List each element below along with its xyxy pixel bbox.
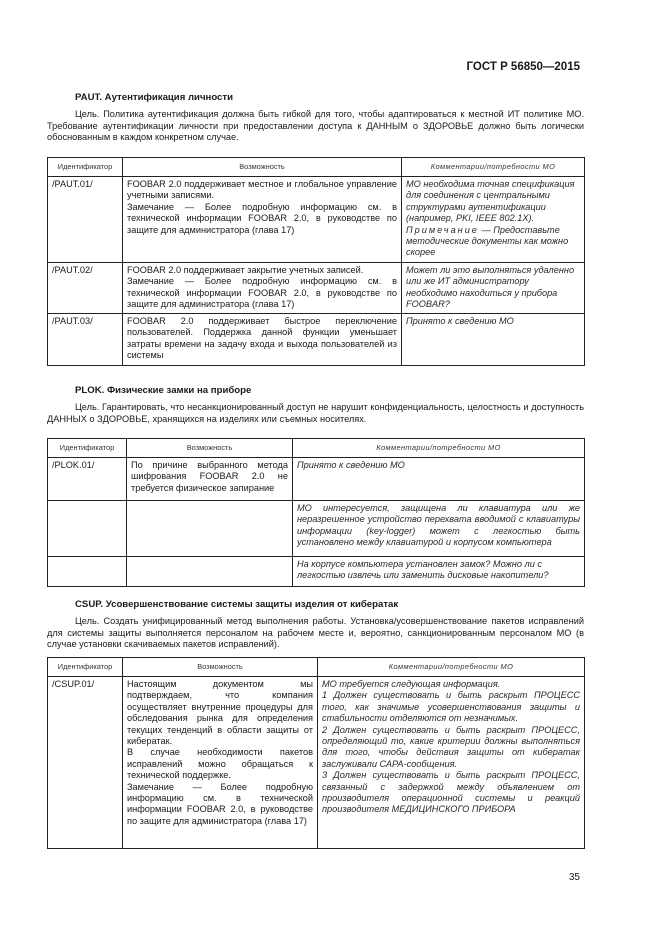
section-intro: Цель. Политика аутентификация должна быть гибкой для того, чтобы адаптироваться к местной ИТ политике МО. Требование аутентификации личности при предоставлении доступа к ДАННЫМ о ЗДОРОВЬЕ должно быть логически обоснованным в каждом конкретном случае. (47, 109, 584, 143)
comment-line: 3 Должен существовать и быть раскрыт ПРОЦЕСС, связанный с задержкой между объявлением от производителя операционной системы и реакций производителя МЕДИЦИНСКОГО ПРИБОРА (322, 770, 580, 815)
table-row (48, 501, 585, 557)
csup-table (47, 657, 585, 849)
header-comments: Комментарии/потребности МО (293, 439, 585, 458)
header-identifier: Идентификатор (48, 658, 123, 677)
row-comment (402, 177, 585, 263)
table-row (48, 458, 585, 501)
page-number: 35 (568, 872, 580, 883)
note-label: Примечание (406, 224, 479, 235)
row-capability (123, 177, 402, 263)
section-csup (47, 599, 584, 651)
header-comments: Комментарии/потребности МО (402, 158, 585, 177)
row-comment: Принято к сведению МО (402, 314, 585, 366)
capability-note: Замечание — Более подробную информацию см. в технической информации FOOBAR 2.0, в руководстве по защите для администратора (глава 17) (127, 781, 313, 826)
row-id: /PAUT.02/ (48, 263, 123, 314)
capability-line: В случае необходимости пакетов исправлений можно обращаться к технической поддержке. (127, 747, 313, 781)
row-capability (123, 677, 318, 849)
row-id: /CSUP.01/ (48, 677, 123, 849)
section-plok (47, 385, 584, 425)
row-id: /PLOK.01/ (48, 458, 127, 501)
row-comment: На корпусе компьютера установлен замок? Можно ли с легкостью извлечь или заменить дисковые накопители? (293, 557, 585, 587)
section-title: PLOK. Физические замки на приборе (75, 385, 252, 396)
row-capability: По причине выбранного метода шифрования FOOBAR 2.0 не требуется физическое запирание (127, 458, 293, 501)
capability-note: Замечание — Более подробную информацию см. в технической информации FOOBAR 2.0, в руководстве по защите для администратора (глава 17) (127, 276, 397, 310)
table-row (48, 177, 585, 263)
row-capability: FOOBAR 2.0 поддерживает быстрое переключение пользователей. Поддержка данной функции уменьшает затраты времени на задачу входа и выхода пользователей из системы (123, 314, 402, 366)
section-intro: Цель. Гарантировать, что несанкционированный доступ не нарушит конфиденциальность, целостность и доступность ДАННЫХ о ЗДОРОВЬЕ, хранящихся на изделиях или съемных носителях. (47, 402, 584, 424)
table-row (48, 263, 585, 314)
table-row (48, 677, 585, 849)
table-row (48, 314, 585, 366)
row-id: /PAUT.03/ (48, 314, 123, 366)
header-identifier: Идентификатор (48, 158, 123, 177)
capability-note: Замечание — Более подробную информацию см. в технической информации FOOBAR 2.0, в руководстве по защите для администратора (глава 17) (127, 201, 397, 235)
section-title: CSUP. Усовершенствование системы защиты изделия от кибератак (75, 599, 399, 610)
row-id (48, 501, 127, 557)
note-text: — Предоставьте методические документы как можно скорее (406, 224, 569, 258)
capability-line: FOOBAR 2.0 поддерживает местное и глобальное управление учетными записями. (127, 179, 397, 201)
row-comment: Может ли это выполняться удаленно или же ИТ администратору необходимо находиться у прибора FOOBAR? (402, 263, 585, 314)
header-identifier: Идентификатор (48, 439, 127, 458)
row-id: /PAUT.01/ (48, 177, 123, 263)
section-intro: Цель. Создать унифицированный метод выполнения работы. Установка/усовершенствование пакетов исправлений для системы защиты выполняется персоналом на рабочем месте и, вероятно, санкционированным персоналом МО (в случае установки скачиваемых пакетов исправлений). (47, 616, 584, 650)
section-paut (47, 92, 584, 144)
section-title: PAUT. Аутентификация личности (75, 92, 233, 103)
table-row (48, 557, 585, 587)
comment-line: МО требуется следующая информация. (322, 679, 501, 689)
capability-line: Настоящим документом мы подтверждаем, что компания осуществляет внутренние процедуры для обследования рынка для определения текущих тенденций в области защиты от кибератак. (127, 679, 313, 747)
comment-line: 1 Должен существовать и быть раскрыт ПРОЦЕСС того, как значимые усовершенствования защиты и стабильности отделяются от незначимых. (322, 690, 580, 724)
document-header: ГОСТ Р 56850—2015 (466, 61, 580, 73)
header-comments: Комментарии/потребности МО (318, 658, 585, 677)
row-comment (318, 677, 585, 849)
header-capability: Возможность (123, 158, 402, 177)
capability-line: FOOBAR 2.0 поддерживает закрытие учетных записей. (127, 265, 364, 275)
row-capability (127, 557, 293, 587)
row-id (48, 557, 127, 587)
header-capability: Возможность (127, 439, 293, 458)
comment-text: МО необходима точная спецификация для соединения с центральными структурами аутентификации (например, PKI, IEEE 802.1X). (406, 179, 575, 224)
row-capability (127, 501, 293, 557)
row-capability (123, 263, 402, 314)
comment-line: 2 Должен существовать и быть раскрыт ПРОЦЕСС, определяющий то, какие критерии должны выполняться для того, чтобы действия защиты от кибератак заслуживали САРА-сообщения. (322, 724, 580, 769)
header-capability: Возможность (123, 658, 318, 677)
row-comment: Принято к сведению МО (293, 458, 585, 501)
row-comment: МО интересуется, защищена ли клавиатура или же неразрешенное устройство перехвата вводимой с клавиатуры информации (key-logger) может с легкостью быть установлено между клавиатурой и корпусом компьютера (293, 501, 585, 557)
paut-table (47, 157, 585, 366)
plok-table (47, 438, 585, 587)
